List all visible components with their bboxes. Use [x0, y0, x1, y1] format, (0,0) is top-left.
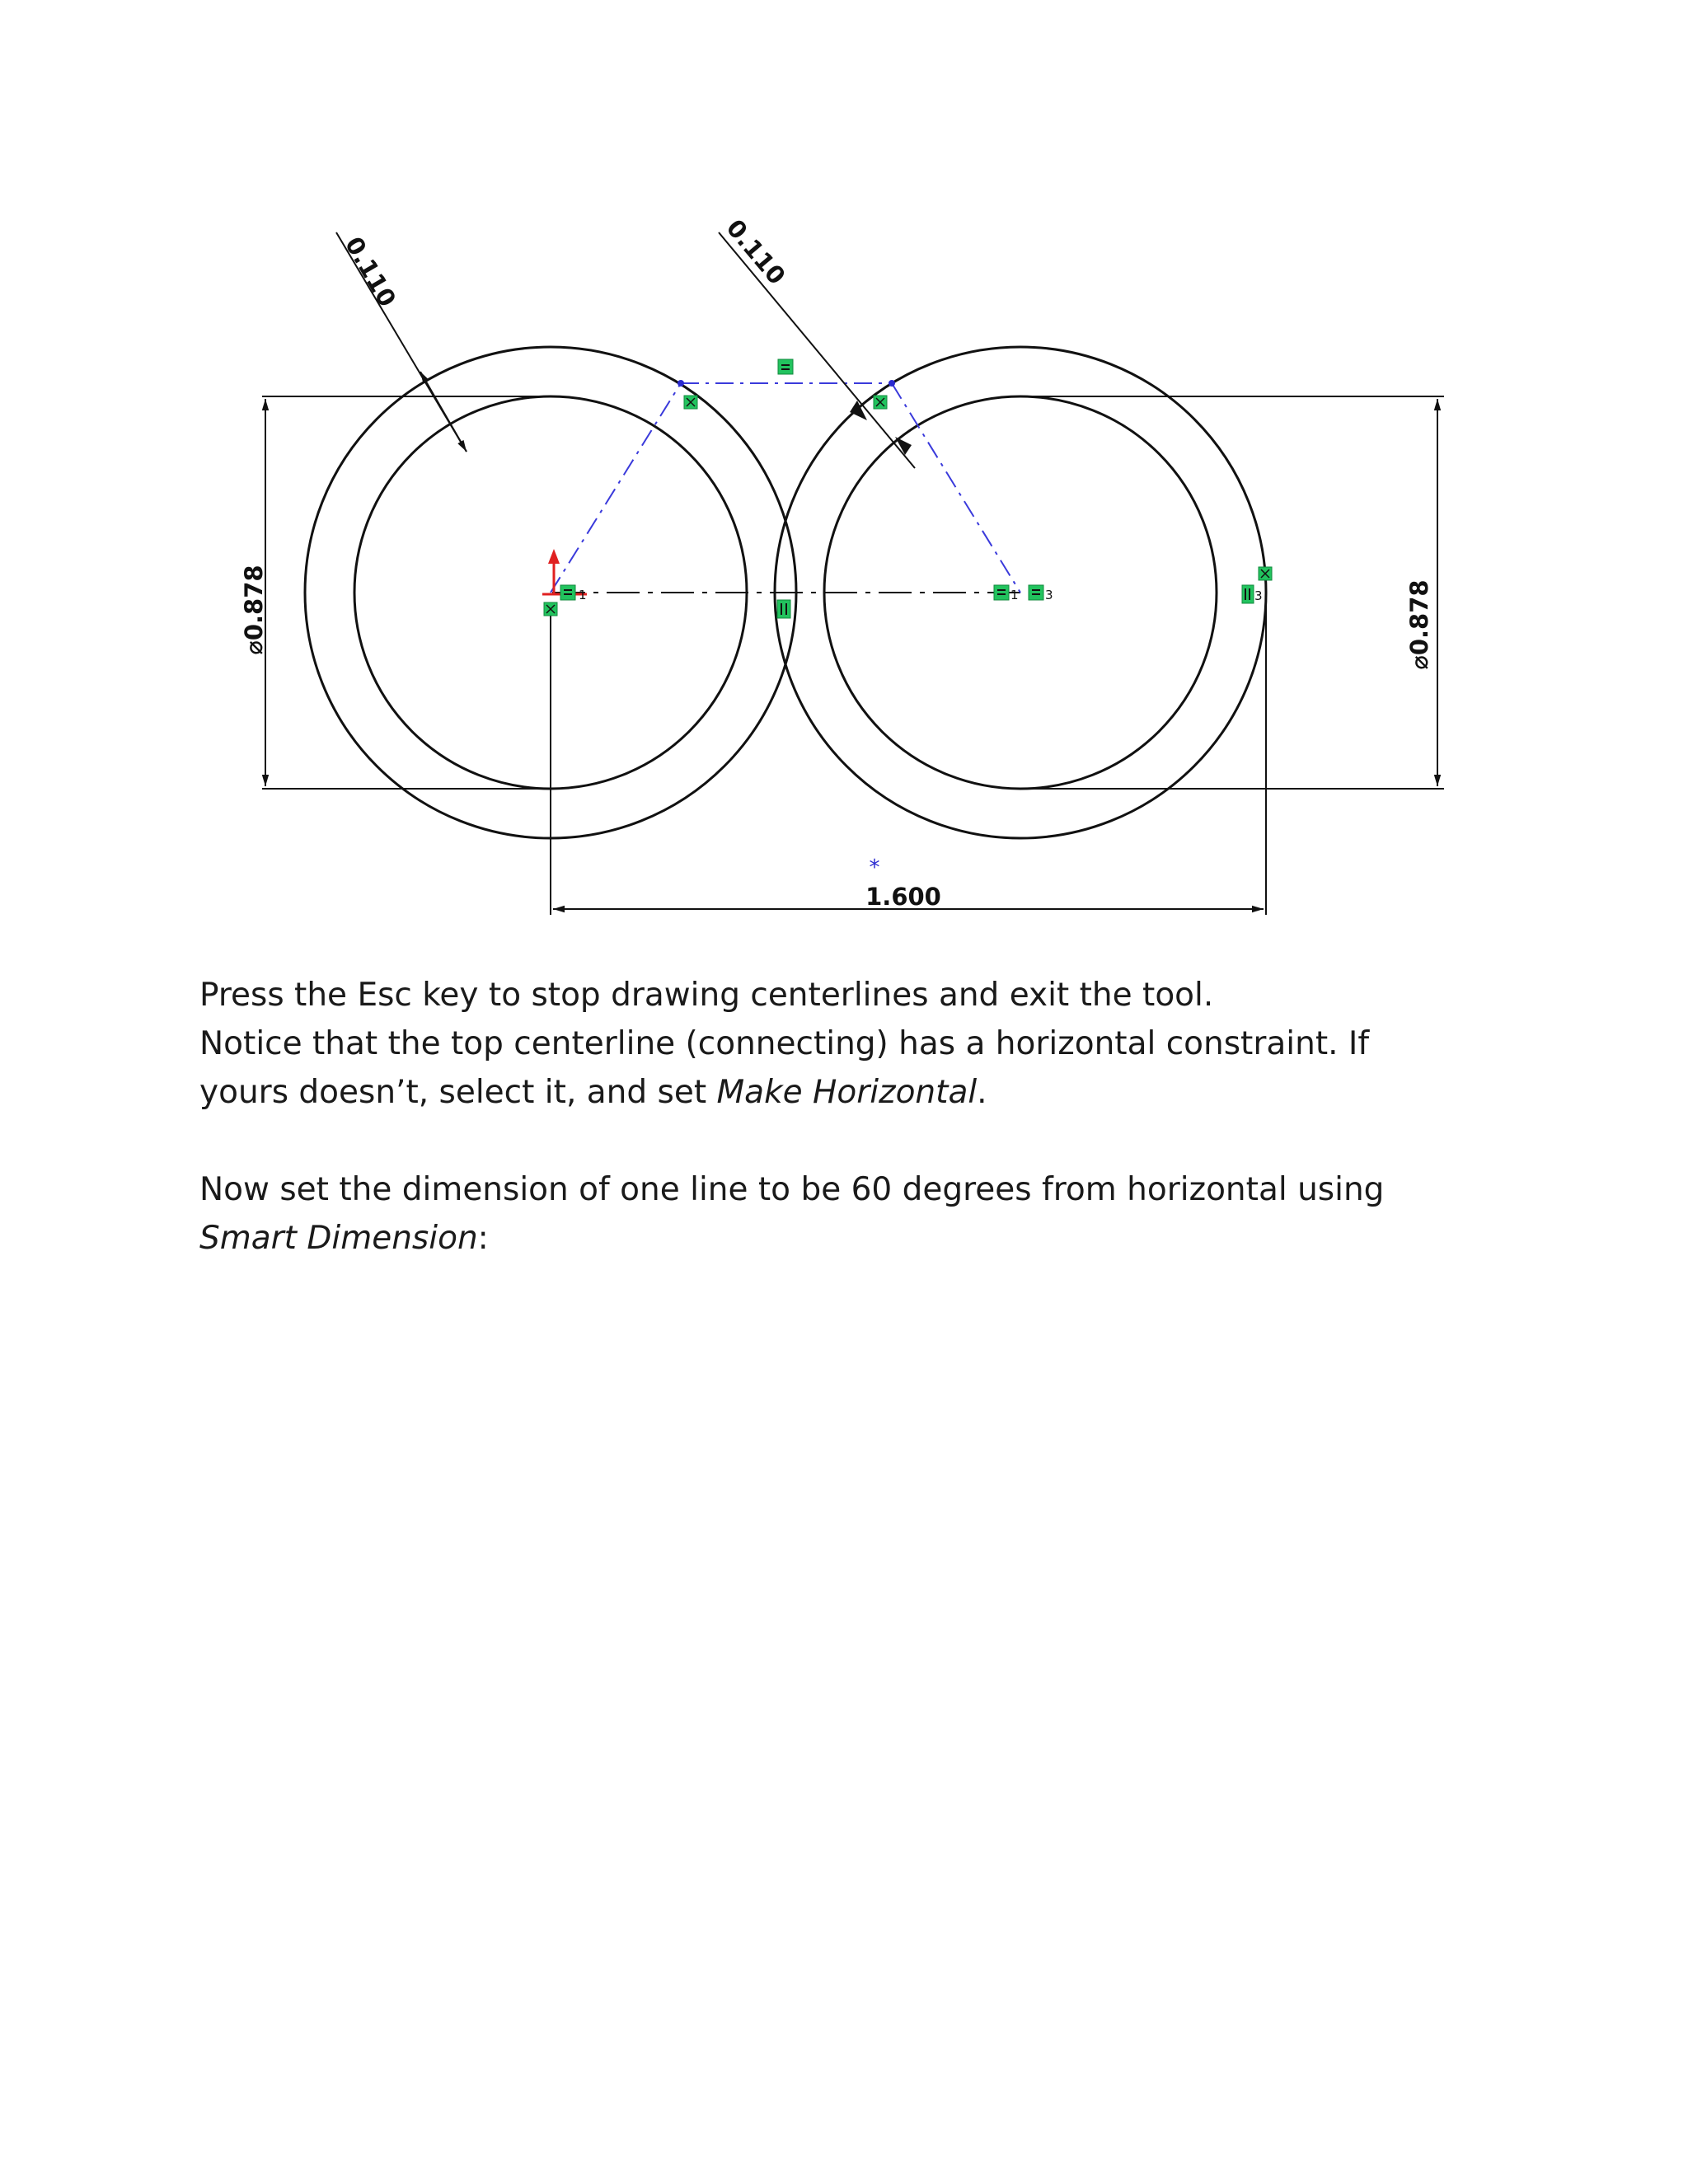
diameter-dimension-left[interactable]	[240, 396, 551, 789]
diameter-label-left: ⌀0.878	[240, 565, 268, 655]
relation-marker-coincident-left	[684, 396, 697, 409]
instruction-paragraph-2	[199, 1165, 1452, 1263]
relation-marker-right-edge	[1242, 567, 1272, 603]
thickness-dimension-left[interactable]	[336, 232, 467, 452]
relation-marker-origin-coincident	[544, 602, 557, 616]
thickness-label-left: 0.110	[339, 232, 402, 312]
distance-label: 1.600	[865, 883, 941, 911]
sentence-colon: :	[477, 1220, 489, 1257]
sentence-end: .	[977, 1074, 987, 1111]
diameter-label-right: ⌀0.878	[1405, 579, 1433, 670]
diameter-dimension-right[interactable]	[1020, 396, 1444, 789]
smart-dimension-term: Smart Dimension	[199, 1220, 478, 1257]
thickness-label-right: 0.110	[720, 213, 791, 290]
instruction-horizontal-note: Notice that the top centerline (connecting) has a horizontal constraint. If yours doesn’t, select it, and set	[199, 1025, 1370, 1111]
relation-marker-left-equal	[560, 585, 587, 602]
instruction-dimension-note: Now set the dimension of one line to be 60 degrees from horizontal using	[199, 1171, 1385, 1208]
construction-lines[interactable]	[551, 380, 1020, 593]
sketch-drawing	[0, 0, 1688, 956]
svg-text:3: 3	[1045, 588, 1053, 602]
relation-marker-coincident-right	[874, 396, 887, 409]
thickness-dimension-right[interactable]	[719, 214, 915, 468]
instruction-line-esc: Press the Esc key to stop drawing centerlines and exit the tool.	[199, 977, 1214, 1014]
svg-text:1: 1	[1010, 588, 1019, 602]
svg-text:*: *	[869, 855, 880, 880]
svg-text:1: 1	[579, 588, 587, 602]
make-horizontal-term: Make Horizontal	[716, 1074, 978, 1111]
relation-marker-top-horizontal	[778, 359, 793, 374]
relation-markers[interactable]	[544, 359, 1272, 618]
svg-text:3: 3	[1254, 588, 1263, 603]
relation-marker-right-center	[994, 585, 1053, 602]
instruction-paragraph-1	[199, 971, 1452, 1117]
relation-marker-vertical-mid	[777, 600, 790, 618]
